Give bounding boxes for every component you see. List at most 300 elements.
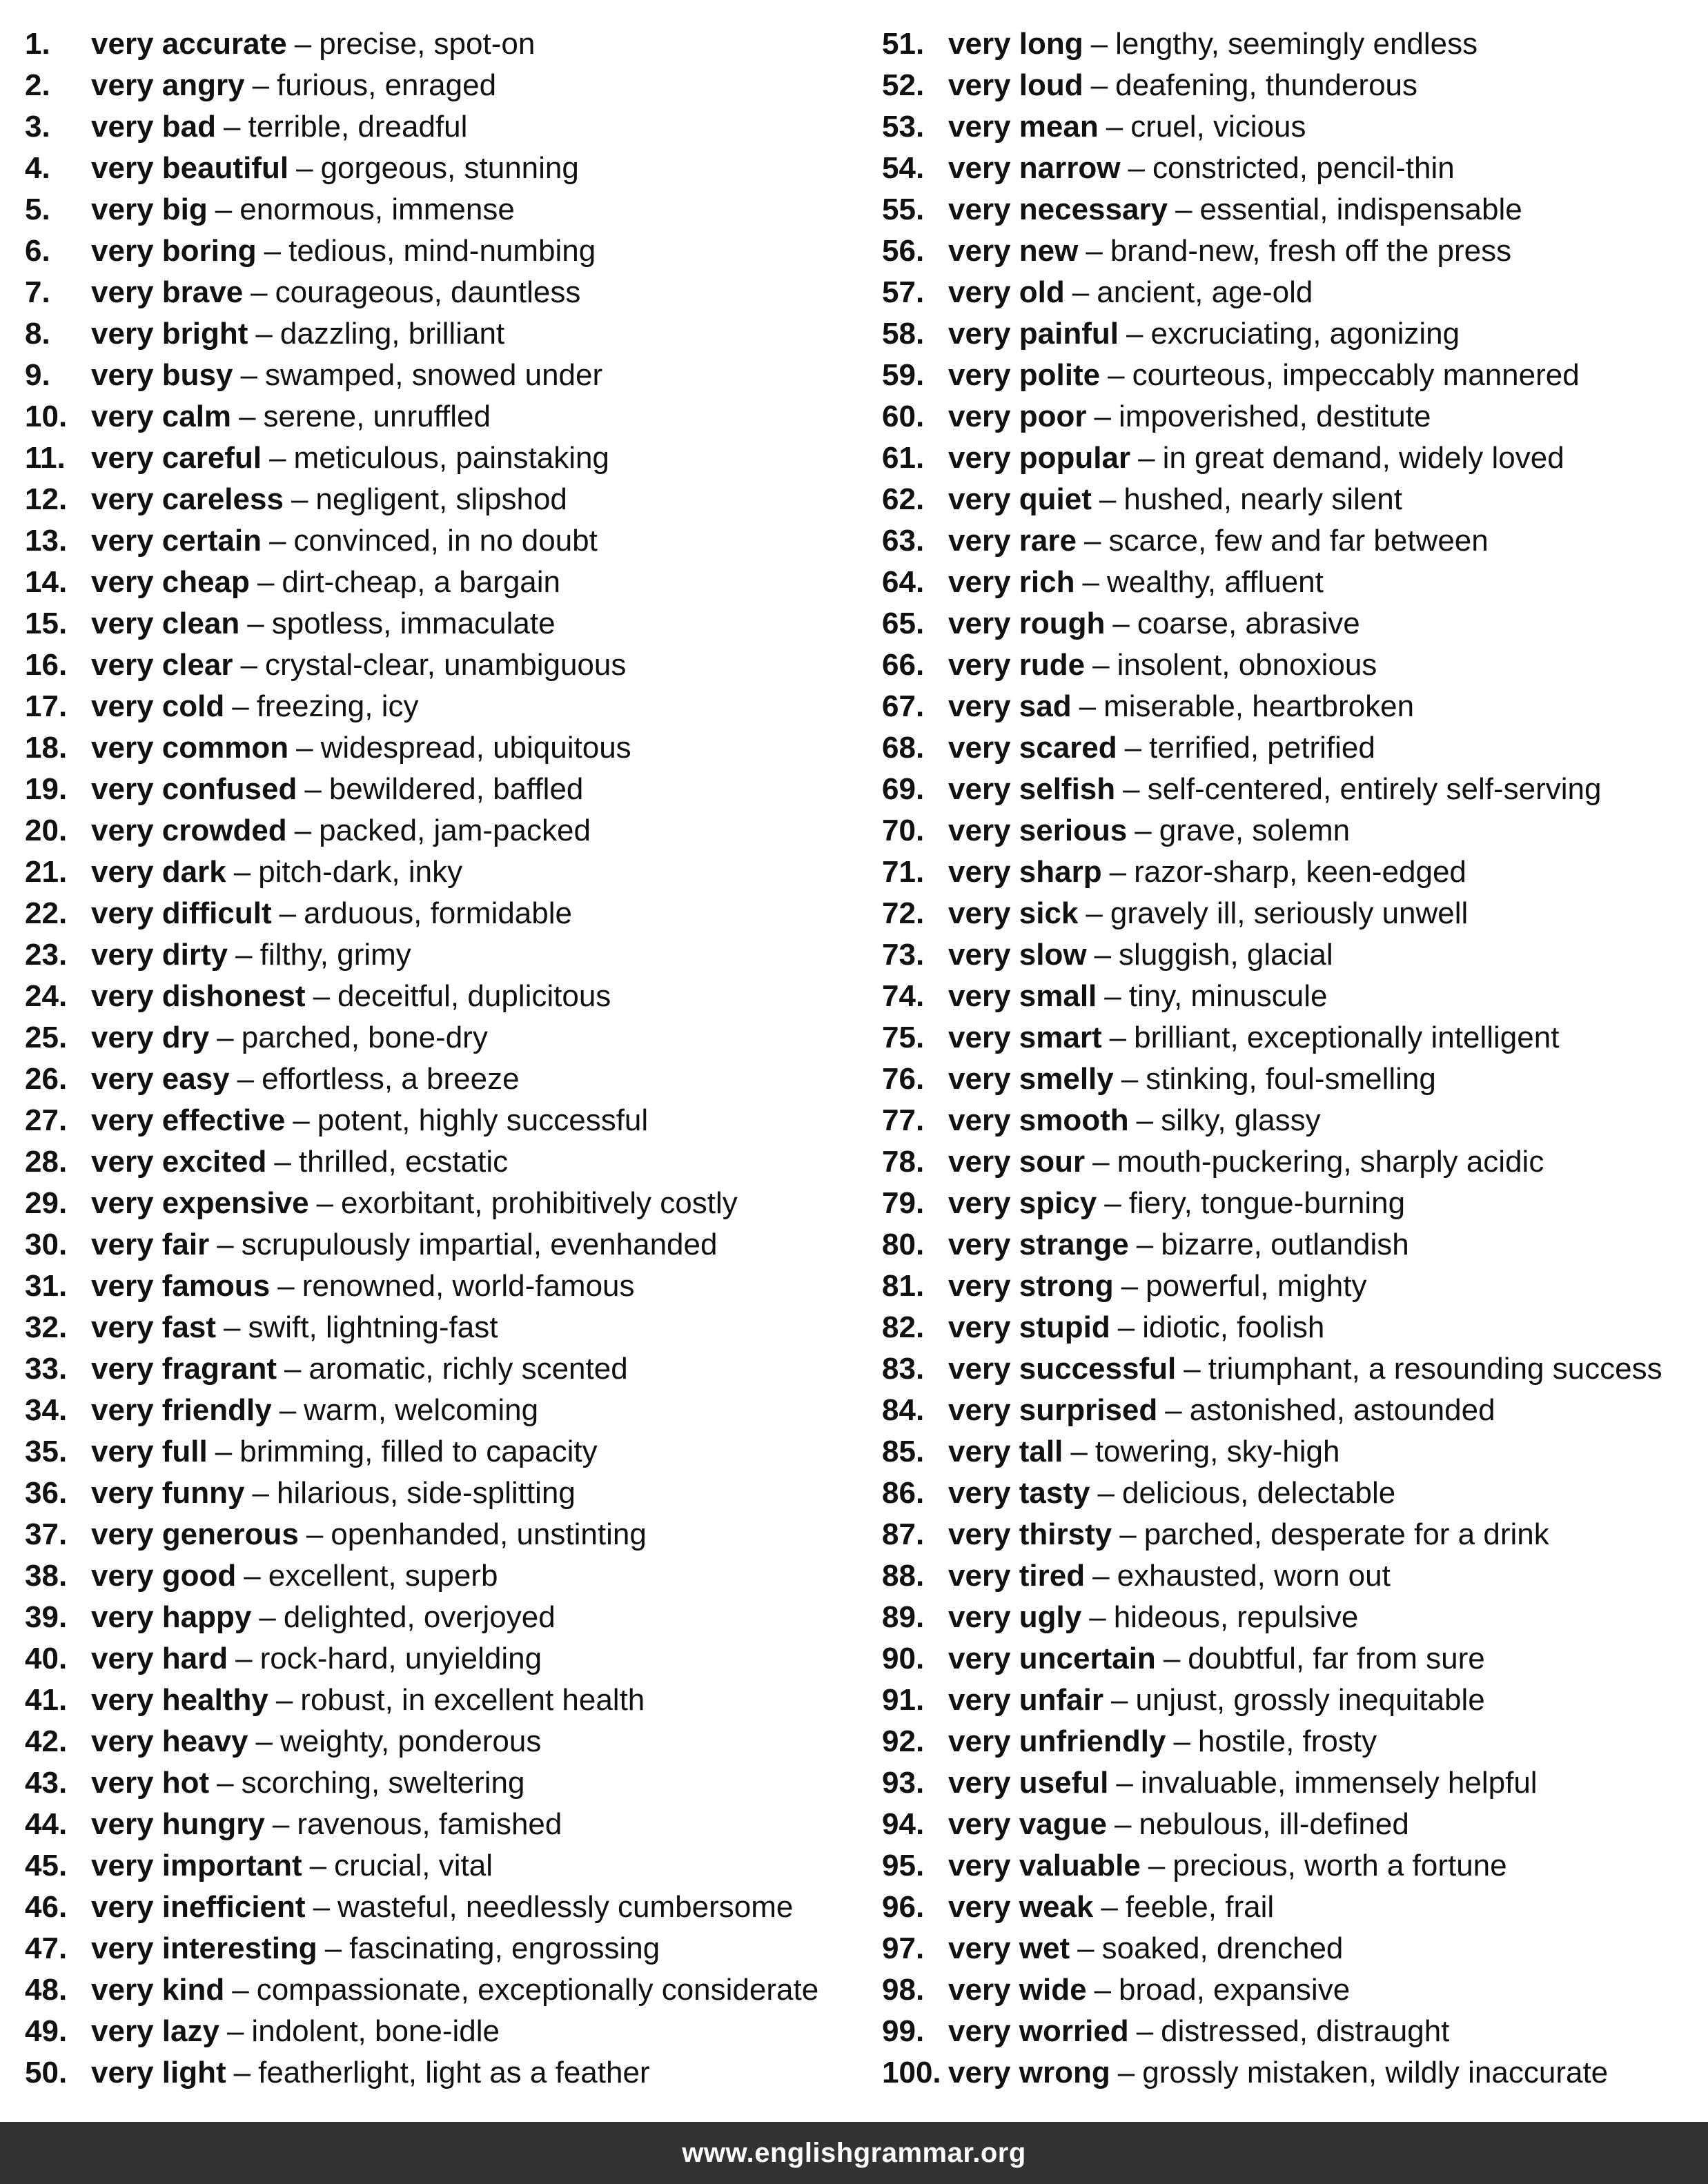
list-item [882,1183,1703,1224]
list-item [25,1969,867,2011]
entry-number: 73. [882,938,925,972]
list-item [882,1804,1703,1845]
list-item [25,2052,867,2094]
entry-separator: – [217,1228,234,1261]
entry-synonyms: fiery, tongue-burning [1128,1186,1406,1220]
entry-separator: – [1092,1145,1110,1179]
list-item [882,189,1703,230]
list-item [25,272,867,313]
entry-synonyms: warm, welcoming [304,1393,539,1427]
entry-phrase: very hot [91,1766,210,1800]
entry-separator: – [233,855,251,889]
entry-synonyms: triumphant, a resounding success [1208,1352,1662,1386]
entry-phrase: very certain [91,524,262,558]
entry-number: 32. [25,1310,68,1344]
entry-synonyms: dazzling, brilliant [279,317,505,351]
list-item [882,437,1703,479]
entry-number: 26. [25,1062,68,1096]
list-item [25,1638,867,1680]
entry-separator: – [235,938,253,972]
entry-separator: – [257,565,275,599]
entry-separator: – [1138,441,1155,475]
entry-separator: – [235,1642,253,1675]
entry-phrase: very rude [948,648,1086,682]
entry-synonyms: excruciating, agonizing [1150,317,1460,351]
entry-number: 95. [882,1849,925,1882]
entry-phrase: very angry [91,68,245,102]
list-item [882,355,1703,396]
entry-separator: – [1109,855,1127,889]
entry-number: 39. [25,1600,68,1634]
entry-phrase: very crowded [91,814,287,847]
entry-phrase: very scared [948,731,1117,765]
entry-separator: – [316,1186,334,1220]
entry-synonyms: invaluable, immensely helpful [1140,1766,1538,1800]
entry-number: 34. [25,1393,68,1427]
list-item [882,686,1703,727]
entry-separator: – [324,1931,342,1965]
entry-phrase: very long [948,27,1083,61]
entry-number: 23. [25,938,68,972]
entry-number: 47. [25,1931,68,1965]
list-item [25,65,867,106]
entry-synonyms: negligent, slipshod [315,482,567,516]
entry-number: 4. [25,151,50,185]
entry-number: 19. [25,772,68,806]
entry-separator: – [217,1021,234,1054]
list-item [25,1183,867,1224]
entry-phrase: very careless [91,482,284,516]
list-item [882,479,1703,520]
entry-number: 57. [882,275,925,309]
entry-separator: – [1165,1393,1182,1427]
entry-phrase: very wide [948,1973,1087,2007]
entry-number: 40. [25,1642,68,1675]
entry-synonyms: constricted, pencil-thin [1152,151,1455,185]
list-item [25,106,867,148]
list-item [882,810,1703,852]
entry-phrase: very rich [948,565,1075,599]
list-item [25,769,867,810]
entry-number: 86. [882,1476,925,1510]
entry-separator: – [306,1517,324,1551]
entry-number: 76. [882,1062,925,1096]
entry-synonyms: convinced, in no doubt [293,524,598,558]
entry-phrase: very sad [948,689,1072,723]
list-item [882,1514,1703,1555]
entry-phrase: very strange [948,1228,1129,1261]
entry-separator: – [277,1269,295,1303]
entry-synonyms: self-centered, entirely self-serving [1147,772,1602,806]
entry-number: 45. [25,1849,68,1882]
list-item [25,1100,867,1141]
entry-synonyms: scorching, sweltering [241,1766,525,1800]
list-item [882,893,1703,934]
entry-phrase: very rare [948,524,1077,558]
entry-phrase: very funny [91,1476,245,1510]
entry-synonyms: ancient, age-old [1097,275,1313,309]
entry-separator: – [1094,400,1111,433]
entry-number: 97. [882,1931,925,1965]
entry-synonyms: feeble, frail [1125,1890,1275,1924]
entry-separator: – [1117,1310,1135,1344]
entry-synonyms: excellent, superb [268,1559,498,1593]
entry-separator: – [1083,524,1101,558]
entry-synonyms: tedious, mind-numbing [288,234,596,268]
entry-number: 27. [25,1103,68,1137]
entry-synonyms: bewildered, baffled [328,772,584,806]
entry-phrase: very valuable [948,1849,1141,1882]
list-item [25,520,867,562]
entry-separator: – [1110,1683,1128,1717]
entry-separator: – [264,234,282,268]
entry-separator: – [1082,565,1099,599]
entry-number: 24. [25,979,68,1013]
entry-synonyms: pitch-dark, inky [258,855,463,889]
entry-synonyms: cruel, vicious [1130,110,1306,144]
entry-phrase: very famous [91,1269,271,1303]
entry-number: 2. [25,68,50,102]
entry-separator: – [1117,2056,1135,2089]
entry-phrase: very serious [948,814,1128,847]
entry-phrase: very heavy [91,1724,248,1758]
entry-phrase: very mean [948,110,1099,144]
entry-synonyms: thrilled, ecstatic [298,1145,509,1179]
entry-separator: – [1077,1931,1095,1965]
entry-synonyms: unjust, grossly inequitable [1135,1683,1485,1717]
entry-synonyms: scarce, few and far between [1108,524,1489,558]
entry-synonyms: arduous, formidable [304,896,572,930]
entry-number: 48. [25,1973,68,2007]
entry-number: 5. [25,193,50,226]
entry-synonyms: mouth-puckering, sharply acidic [1117,1145,1544,1179]
entry-number: 11. [25,441,66,475]
entry-synonyms: effortless, a breeze [262,1062,520,1096]
entry-number: 28. [25,1145,68,1179]
list-item [882,1017,1703,1059]
entry-synonyms: terrible, dreadful [248,110,468,144]
entry-synonyms: silky, glassy [1161,1103,1321,1137]
entry-synonyms: stinking, foul-smelling [1146,1062,1436,1096]
entry-synonyms: impoverished, destitute [1119,400,1431,433]
list-item [25,1017,867,1059]
list-item [25,1762,867,1804]
entry-number: 63. [882,524,925,558]
list-item [25,2011,867,2052]
entry-number: 15. [25,607,68,640]
entry-number: 14. [25,565,68,599]
list-item [25,1473,867,1514]
entry-phrase: very light [91,2056,226,2089]
entry-number: 30. [25,1228,68,1261]
entry-separator: – [1126,317,1143,351]
entry-phrase: very smooth [948,1103,1129,1137]
list-item [25,1597,867,1638]
entry-synonyms: parched, desperate for a drink [1143,1517,1549,1551]
entry-number: 72. [882,896,925,930]
entry-number: 33. [25,1352,68,1386]
entry-separator: – [1128,151,1145,185]
entry-phrase: very useful [948,1766,1109,1800]
list-item [25,1845,867,1887]
entry-number: 22. [25,896,68,930]
entry-separator: – [1099,482,1117,516]
entry-number: 21. [25,855,68,889]
entry-separator: – [1136,1228,1154,1261]
entry-phrase: very boring [91,234,257,268]
entry-number: 89. [882,1600,925,1634]
entry-number: 96. [882,1890,925,1924]
entry-synonyms: renowned, world-famous [302,1269,635,1303]
entry-synonyms: dirt-cheap, a bargain [282,565,561,599]
entry-number: 84. [882,1393,925,1427]
entry-phrase: very necessary [948,193,1168,226]
entry-separator: – [223,110,241,144]
entry-number: 78. [882,1145,925,1179]
entry-separator: – [1079,689,1097,723]
entry-phrase: very strong [948,1269,1114,1303]
entry-synonyms: openhanded, unstinting [331,1517,647,1551]
entry-phrase: very smelly [948,1062,1114,1096]
list-item [882,852,1703,893]
entry-number: 81. [882,1269,925,1303]
entry-phrase: very important [91,1849,302,1882]
list-item [882,272,1703,313]
entry-separator: – [1089,1600,1106,1634]
entry-phrase: very sharp [948,855,1102,889]
entry-number: 25. [25,1021,68,1054]
entry-phrase: very spicy [948,1186,1097,1220]
entry-synonyms: brilliant, exceptionally intelligent [1134,1021,1560,1054]
entry-synonyms: brand-new, fresh off the press [1110,234,1512,268]
entry-phrase: very dishonest [91,979,306,1013]
entry-separator: – [232,1973,249,2007]
list-item [882,934,1703,976]
entry-number: 69. [882,772,925,806]
entry-synonyms: wasteful, needlessly cumbersome [337,1890,794,1924]
entry-number: 6. [25,234,50,268]
entry-number: 8. [25,317,50,351]
list-item [25,645,867,686]
entry-synonyms: rock-hard, unyielding [259,1642,542,1675]
entry-separator: – [1086,234,1103,268]
list-item [882,1390,1703,1431]
entry-number: 18. [25,731,68,765]
entry-separator: – [313,1890,331,1924]
list-item [882,1100,1703,1141]
entry-synonyms: precious, worth a fortune [1172,1849,1507,1882]
entry-synonyms: potent, highly successful [317,1103,649,1137]
entry-phrase: very uncertain [948,1642,1156,1675]
list-item [25,355,867,396]
entry-separator: – [1184,1352,1201,1386]
list-item [25,1141,867,1183]
entry-separator: – [1072,275,1090,309]
list-item [882,1597,1703,1638]
entry-phrase: very popular [948,441,1131,475]
entry-separator: – [239,400,256,433]
entry-separator: – [224,1310,241,1344]
entry-synonyms: razor-sharp, keen-edged [1134,855,1466,889]
entry-phrase: very cheap [91,565,250,599]
entry-separator: – [296,731,313,765]
entry-phrase: very unfriendly [948,1724,1166,1758]
list-item [882,65,1703,106]
entry-number: 53. [882,110,925,144]
entry-synonyms: wealthy, affluent [1106,565,1324,599]
entry-phrase: very dirty [91,938,228,972]
entry-phrase: very bright [91,317,248,351]
entry-number: 66. [882,648,925,682]
entry-phrase: very unfair [948,1683,1103,1717]
entry-separator: – [1092,648,1110,682]
list-item [25,852,867,893]
list-item [882,1887,1703,1928]
entry-synonyms: gravely ill, seriously unwell [1110,896,1469,930]
entry-phrase: very painful [948,317,1119,351]
entry-separator: – [304,772,322,806]
entry-number: 42. [25,1724,68,1758]
entry-phrase: very vague [948,1807,1107,1841]
entry-phrase: very generous [91,1517,299,1551]
entry-phrase: very poor [948,400,1087,433]
list-item [25,1390,867,1431]
entry-number: 64. [882,565,925,599]
entry-number: 75. [882,1021,925,1054]
entry-synonyms: ravenous, famished [297,1807,562,1841]
list-item [25,893,867,934]
entry-phrase: very surprised [948,1393,1158,1427]
list-item [25,1555,867,1597]
entry-synonyms: crystal-clear, unambiguous [265,648,627,682]
entry-number: 29. [25,1186,68,1220]
entry-number: 49. [25,2014,68,2048]
entry-number: 65. [882,607,925,640]
entry-phrase: very fast [91,1310,217,1344]
entry-number: 17. [25,689,68,723]
entry-phrase: very sour [948,1145,1086,1179]
entry-phrase: very slow [948,938,1087,972]
entry-separator: – [274,1145,291,1179]
entry-separator: – [296,151,313,185]
entry-phrase: very good [91,1559,237,1593]
entry-number: 56. [882,234,925,268]
entry-number: 37. [25,1517,68,1551]
entry-phrase: very sick [948,896,1079,930]
list-item [882,769,1703,810]
entry-phrase: very clear [91,648,233,682]
entry-synonyms: crucial, vital [334,1849,493,1882]
entry-number: 93. [882,1766,925,1800]
list-item [25,1514,867,1555]
entry-separator: – [1114,1807,1132,1841]
entry-separator: – [279,896,297,930]
entry-phrase: very inefficient [91,1890,306,1924]
list-item [882,313,1703,355]
entry-separator: – [215,1435,233,1468]
entry-phrase: very thirsty [948,1517,1112,1551]
entry-synonyms: swift, lightning-fast [248,1310,498,1344]
entry-separator: – [1123,772,1140,806]
entry-synonyms: robust, in excellent health [300,1683,645,1717]
entry-separator: – [1109,1021,1127,1054]
entry-synonyms: deceitful, duplicitous [337,979,611,1013]
list-item [882,1431,1703,1473]
entry-phrase: very easy [91,1062,230,1096]
entry-separator: – [217,1766,234,1800]
entry-synonyms: hideous, repulsive [1113,1600,1359,1634]
entry-separator: – [1070,1435,1088,1468]
entry-synonyms: furious, enraged [277,68,497,102]
entry-number: 99. [882,2014,925,2048]
entry-phrase: very stupid [948,1310,1110,1344]
list-item [25,727,867,769]
entry-synonyms: freezing, icy [256,689,419,723]
list-item [25,437,867,479]
entry-separator: – [244,1559,261,1593]
entry-number: 62. [882,482,925,516]
list-item [25,1804,867,1845]
entry-synonyms: miserable, heartbroken [1103,689,1415,723]
entry-separator: – [269,524,286,558]
entry-synonyms: packed, jam-packed [319,814,591,847]
list-item [882,562,1703,603]
list-item [882,1845,1703,1887]
entry-number: 91. [882,1683,925,1717]
entry-synonyms: fascinating, engrossing [349,1931,660,1965]
entry-separator: – [1121,1062,1139,1096]
entry-separator: – [1106,110,1123,144]
list-item [25,1224,867,1266]
entry-synonyms: scrupulously impartial, evenhanded [241,1228,718,1261]
entry-phrase: very calm [91,400,232,433]
entry-number: 68. [882,731,925,765]
entry-synonyms: powerful, mighty [1146,1269,1367,1303]
entry-synonyms: broad, expansive [1119,1973,1351,2007]
list-item [25,810,867,852]
entry-number: 77. [882,1103,925,1137]
entry-synonyms: idiotic, foolish [1142,1310,1325,1344]
entry-phrase: very big [91,193,208,226]
entry-phrase: very difficult [91,896,272,930]
entry-phrase: very beautiful [91,151,289,185]
entry-number: 79. [882,1186,925,1220]
entry-separator: – [1124,731,1142,765]
entry-separator: – [1108,358,1125,392]
list-item [25,1059,867,1100]
entry-separator: – [294,814,312,847]
list-item [25,1348,867,1390]
list-item [882,645,1703,686]
entry-synonyms: delicious, delectable [1121,1476,1396,1510]
entry-synonyms: swamped, snowed under [264,358,603,392]
entry-separator: – [279,1393,297,1427]
entry-separator: – [1116,1766,1133,1800]
entry-phrase: very interesting [91,1931,317,1965]
entry-separator: – [252,68,270,102]
entry-number: 13. [25,524,68,558]
list-item [25,976,867,1017]
entry-number: 54. [882,151,925,185]
entry-phrase: very successful [948,1352,1177,1386]
list-item [882,1928,1703,1969]
entry-separator: – [284,1352,302,1386]
entry-number: 16. [25,648,68,682]
list-item [25,148,867,189]
list-item [882,1762,1703,1804]
entry-number: 51. [882,27,925,61]
entry-separator: – [255,1724,273,1758]
